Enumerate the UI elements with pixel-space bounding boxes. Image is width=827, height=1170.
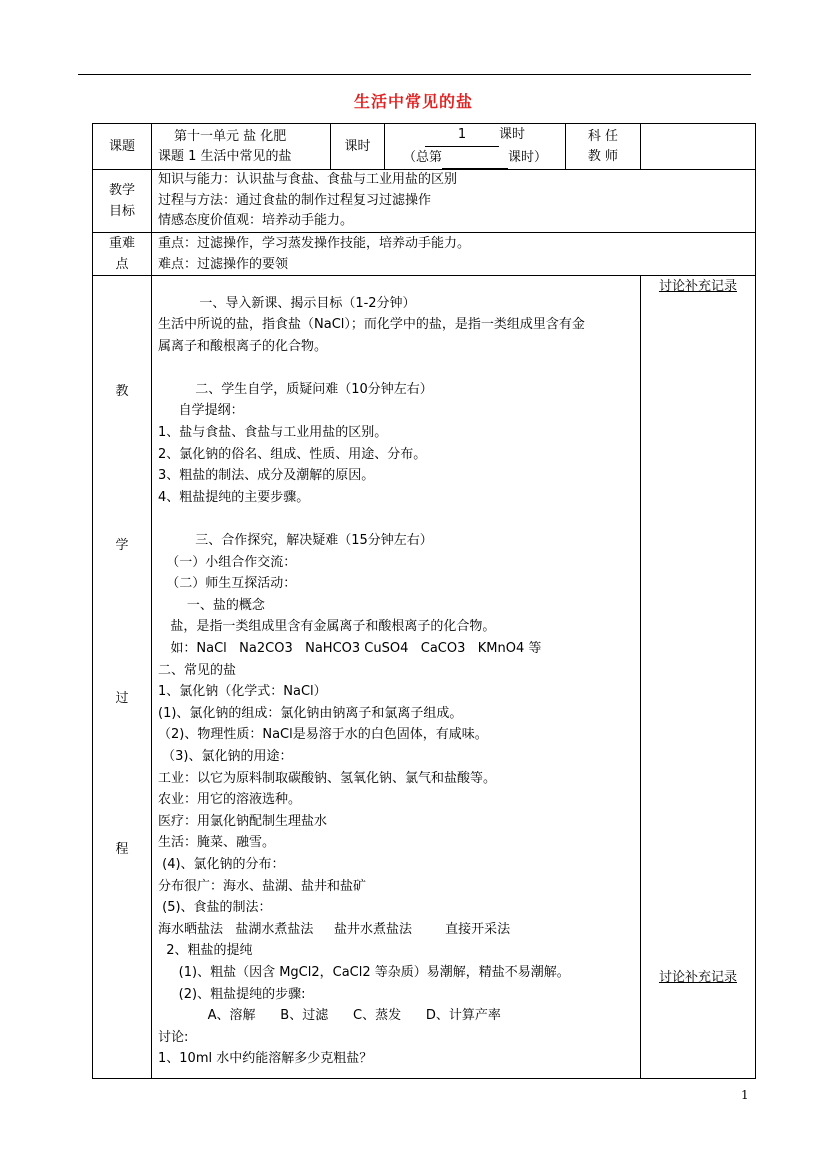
process-line: (1)、粗盐（因含 MgCl2，CaCl2 等杂质）易潮解，精盐不易潮解。: [158, 964, 570, 980]
process-line: 二、学生自学，质疑问难（10分钟左右）: [158, 381, 433, 397]
process-line: 三、合作探究，解决疑难（15分钟左右）: [158, 533, 433, 549]
process-line: 如：NaCl Na2CO3 NaHCO3 CuSO4 CaCO3 KMnO4 等: [158, 641, 542, 656]
process-line: 盐，是指一类组成里含有金属离子和酸根离子的化合物。: [158, 619, 496, 635]
process-content: [152, 275, 641, 1078]
key-points-row: [93, 232, 756, 275]
period-value: 1: [425, 124, 499, 147]
process-label-char: 学: [115, 537, 129, 553]
objective-attitude: 情感态度价值观：培养动手能力。: [158, 213, 354, 228]
process-line: (5)、食盐的制法：: [158, 900, 272, 916]
lesson-plan-table: [92, 123, 756, 1079]
process-line: 讨论:: [158, 1029, 189, 1045]
document-title: 生活中常见的盐: [353, 92, 473, 111]
page-number: 1: [741, 1088, 749, 1102]
process-line: 生活中所说的盐，指食盐（NaCl）；而化学中的盐，是指一类组成里含有金: [158, 317, 585, 333]
process-line: (4)、氯化钠的分布：: [158, 856, 285, 872]
objectives-row: [93, 170, 756, 233]
process-line: 2、氯化钠的俗名、组成、性质、用途、分布。: [158, 446, 427, 462]
period-unit: 课时: [498, 127, 525, 142]
process-line: 分布很广：海水、盐湖、盐井和盐矿: [158, 878, 367, 894]
process-line: [158, 508, 636, 530]
period-label: 课时: [331, 124, 385, 170]
course-label: 课题: [93, 124, 152, 170]
process-line: 4、粗盐提纯的主要步骤。: [158, 489, 310, 505]
notes-label-top: 讨论补充记录: [658, 278, 737, 294]
period-total-blank: [442, 147, 508, 170]
notes-cell: [641, 275, 756, 1078]
process-line: 一、导入新课、揭示目标（1-2分钟）: [158, 295, 416, 311]
teacher-value: [641, 124, 756, 170]
process-line: 自学提纲：: [158, 403, 244, 419]
process-line: （一）小组合作交流：: [158, 554, 297, 570]
period-total-prefix: （总第: [402, 149, 442, 165]
teacher-label: 科 任 教 师: [566, 124, 641, 170]
objective-knowledge: 知识与能力：认识盐与食盐、食盐与工业用盐的区别: [158, 172, 458, 187]
process-line: （2)、物理性质：NaCl是易溶于水的白色固体，有咸味。: [158, 727, 488, 743]
process-line: 农业：用它的溶液选种。: [158, 792, 302, 808]
difficult-point: 难点：过滤操作的要领: [158, 256, 289, 272]
process-row: [93, 275, 756, 1078]
process-line: （二）师生互探活动：: [158, 576, 297, 592]
process-lines: [158, 293, 636, 1070]
key-points-label: 重难 点: [93, 232, 152, 275]
objective-process: 过程与方法：通过食盐的制作过程复习过滤操作: [158, 192, 432, 208]
objectives-content: [152, 170, 756, 233]
process-line: 医疗：用氯化钠配制生理盐水: [158, 813, 328, 829]
process-line: 3、粗盐的制法、成分及潮解的原因。: [158, 468, 375, 484]
course-topic: 课题 1 生活中常见的盐: [158, 148, 292, 164]
process-line: 生活：腌菜、融雪。: [158, 835, 276, 851]
course-unit: 第十一单元 盐 化肥: [174, 128, 287, 144]
process-line: 1、盐与食盐、食盐与工业用盐的区别。: [158, 425, 388, 441]
process-label-char: 过: [115, 690, 129, 706]
header-rule: [78, 74, 751, 75]
process-line: 1、氯化钠（化学式：NaCl）: [158, 684, 327, 700]
period-cell: [385, 124, 566, 170]
key-point: 重点：过滤操作，学习蒸发操作技能，培养动手能力。: [158, 235, 471, 251]
key-points-content: [152, 232, 756, 275]
header-row: [93, 124, 756, 170]
objectives-label: 教学 目标: [93, 170, 152, 233]
process-line: [158, 357, 636, 379]
notes-label-bottom: 讨论补充记录: [658, 969, 737, 985]
process-label-cell: [93, 275, 152, 1078]
course-title-cell: [152, 124, 331, 170]
process-line: 一、盐的概念: [158, 597, 265, 613]
process-line: A、溶解 B、过滤 C、蒸发 D、计算产率: [158, 1008, 501, 1024]
process-label-char: 教: [115, 383, 129, 399]
process-line: (2)、粗盐提纯的步骤:: [158, 986, 306, 1002]
process-line: 属离子和酸根离子的化合物。: [158, 338, 328, 354]
process-line: 二、常见的盐: [158, 662, 237, 678]
process-line: 海水晒盐法 盐湖水煮盐法 盐井水煮盐法 直接开采法: [158, 921, 511, 937]
process-label-char: 程: [115, 841, 129, 857]
process-line: 2、粗盐的提纯: [158, 943, 253, 959]
process-line: 1、10ml 水中约能溶解多少克粗盐？: [158, 1051, 373, 1067]
process-line: （3)、氯化钠的用途：: [158, 748, 293, 764]
process-line: (1)、氯化钠的组成：氯化钠由钠离子和氯离子组成。: [158, 705, 463, 721]
period-total-suffix: 课时）: [508, 149, 548, 165]
process-line: 工业：以它为原料制取碳酸钠、氢氧化钠、氯气和盐酸等。: [158, 770, 497, 786]
